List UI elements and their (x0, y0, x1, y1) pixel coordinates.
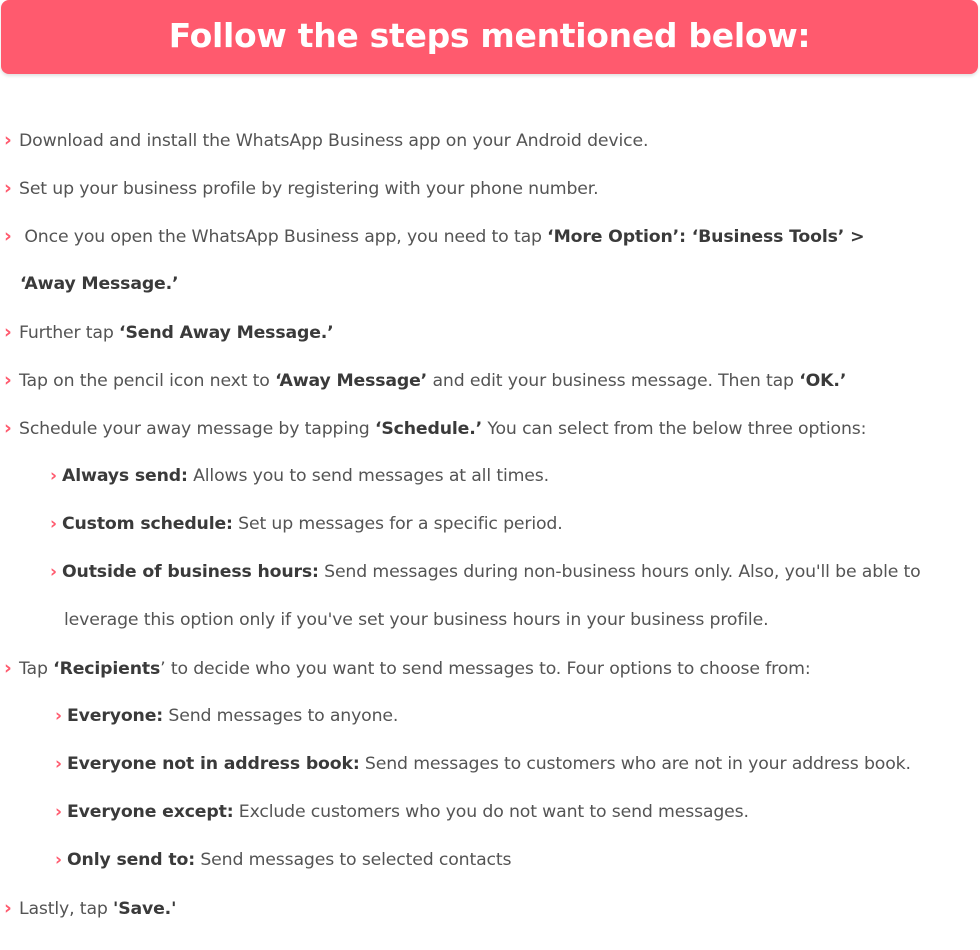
step-bold-text: ‘Away Message’ (275, 371, 428, 391)
sub-item-outside-business-hours (50, 557, 921, 587)
chevron-right-icon: › (4, 225, 12, 247)
sub-item-text: Send messages during non-business hours only. Also, you'll be able to (318, 562, 921, 582)
chevron-right-icon: › (4, 321, 12, 343)
step-text: Tap on the pencil icon next to (19, 371, 276, 391)
chevron-right-icon: › (50, 514, 57, 534)
step-text: Further tap (19, 323, 120, 343)
sub-item-text: Send messages to anyone. (163, 706, 399, 726)
sub-item-text: Send messages to customers who are not in your address book. (359, 754, 911, 774)
step-item-8 (4, 893, 176, 923)
step-bold-text: ‘More Option’: ‘Business Tools’ > (547, 227, 865, 247)
banner-title: Follow the steps mentioned below: (168, 15, 811, 55)
step-item-7 (4, 653, 811, 683)
step-text: Schedule your away message by tapping (19, 419, 375, 439)
step-item-5 (4, 365, 846, 395)
step-item-4 (4, 317, 334, 347)
sub-item-custom-schedule (50, 509, 563, 539)
sub-item-everyone (55, 701, 398, 731)
step-text: You can select from the below three options: (482, 419, 867, 439)
step-item-1 (4, 125, 648, 155)
step-text: ’ to decide who you want to send messages to. Four options to choose from: (160, 659, 811, 679)
chevron-right-icon: › (55, 754, 62, 774)
chevron-right-icon: › (55, 850, 62, 870)
step-bold-text: ‘Away Message.’ (20, 274, 179, 294)
step-text: Tap (19, 659, 54, 679)
step-item-6 (4, 413, 866, 443)
step-item-3 (4, 221, 864, 251)
sub-item-continued (64, 605, 768, 635)
sub-item-label: Always send: (62, 466, 188, 486)
sub-item-only-send-to (55, 845, 511, 875)
chevron-right-icon: › (4, 177, 12, 199)
step-bold-text: ‘Schedule.’ (374, 419, 483, 439)
sub-item-label: Everyone except: (67, 802, 234, 822)
chevron-right-icon: › (4, 369, 12, 391)
step-bold-text: ‘Recipients (53, 659, 161, 679)
chevron-right-icon: › (4, 129, 12, 151)
chevron-right-icon: › (50, 466, 57, 486)
sub-item-always-send (50, 461, 549, 491)
sub-item-label: Everyone: (67, 706, 164, 726)
sub-item-everyone-not-in-address-book (55, 749, 911, 779)
chevron-right-icon: › (4, 417, 12, 439)
step-text: Set up your business profile by registering with your phone number. (19, 179, 599, 199)
sub-item-label: Custom schedule: (62, 514, 233, 534)
step-text: Lastly, tap (19, 899, 114, 919)
step-item-2 (4, 173, 598, 203)
sub-item-everyone-except (55, 797, 749, 827)
step-bold-text: ‘OK.’ (799, 371, 847, 391)
chevron-right-icon: › (55, 706, 62, 726)
step-bold-text: 'Save.' (113, 899, 177, 919)
chevron-right-icon: › (50, 562, 57, 582)
sub-item-label: Outside of business hours: (62, 562, 319, 582)
step-bold-text: ‘Send Away Message.’ (119, 323, 334, 343)
sub-item-label: Only send to: (67, 850, 195, 870)
sub-item-text: Set up messages for a specific period. (232, 514, 563, 534)
sub-item-text: Exclude customers who you do not want to send messages. (233, 802, 749, 822)
step-text: and edit your business message. Then tap (427, 371, 800, 391)
step-item-3-continued (20, 269, 178, 299)
sub-item-text: Send messages to selected contacts (195, 850, 512, 870)
chevron-right-icon: › (55, 802, 62, 822)
step-text: Download and install the WhatsApp Business app on your Android device. (19, 131, 649, 151)
sub-item-text: leverage this option only if you've set your business hours in your business profile. (64, 610, 769, 630)
step-text: Once you open the WhatsApp Business app, you need to tap (19, 227, 548, 247)
sub-item-text: Allows you to send messages at all times. (187, 466, 549, 486)
header-banner (1, 0, 978, 74)
chevron-right-icon: › (4, 897, 12, 919)
chevron-right-icon: › (4, 657, 12, 679)
sub-item-label: Everyone not in address book: (67, 754, 360, 774)
